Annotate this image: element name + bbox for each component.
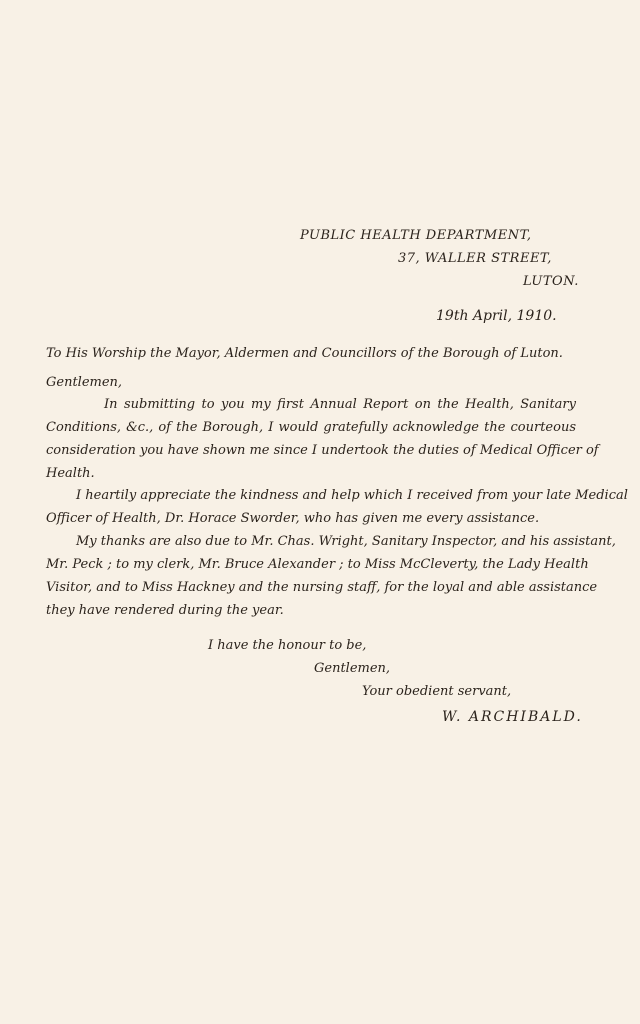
address-town: LUTON. <box>523 274 579 289</box>
paragraph-1-line-3: consideration you have shown me since I undertook the duties of Medical Officer of <box>46 443 599 458</box>
paragraph-1-line-2: Conditions, &c., of the Borough, I would gratefully acknowledge the courteous <box>46 420 576 435</box>
addressee-line: To His Worship the Mayor, Aldermen and Councillors of the Borough of Luton. <box>46 346 563 361</box>
paragraph-3-line-4: they have rendered during the year. <box>46 603 284 618</box>
paragraph-1-line-1: In submitting to you my first Annual Report on the Health, Sanitary <box>104 397 576 412</box>
closing-gentlemen: Gentlemen, <box>314 661 391 676</box>
salutation: Gentlemen, <box>46 375 123 390</box>
paragraph-3-line-1: My thanks are also due to Mr. Chas. Wright, Sanitary Inspector, and his assistant, <box>76 534 616 549</box>
closing-servant: Your obedient servant, <box>362 684 512 699</box>
paragraph-2-line-2: Officer of Health, Dr. Horace Sworder, who has given me every assistance. <box>46 511 540 526</box>
paragraph-3-line-3: Visitor, and to Miss Hackney and the nursing staff, for the loyal and able assistance <box>46 580 598 595</box>
paragraph-1-line-4: Health. <box>46 466 95 481</box>
letter-date: 19th April, 1910. <box>436 308 557 324</box>
address-department: PUBLIC HEALTH DEPARTMENT, <box>300 228 532 243</box>
closing-honour: I have the honour to be, <box>208 638 367 653</box>
signature: W. ARCHIBALD. <box>442 709 583 725</box>
paragraph-3-line-2: Mr. Peck ; to my clerk, Mr. Bruce Alexander ; to Miss McCleverty, the Lady Health <box>46 557 589 572</box>
address-street: 37, WALLER STREET, <box>398 251 552 266</box>
paragraph-2-line-1: I heartily appreciate the kindness and help which I received from your late Medical <box>76 488 628 503</box>
